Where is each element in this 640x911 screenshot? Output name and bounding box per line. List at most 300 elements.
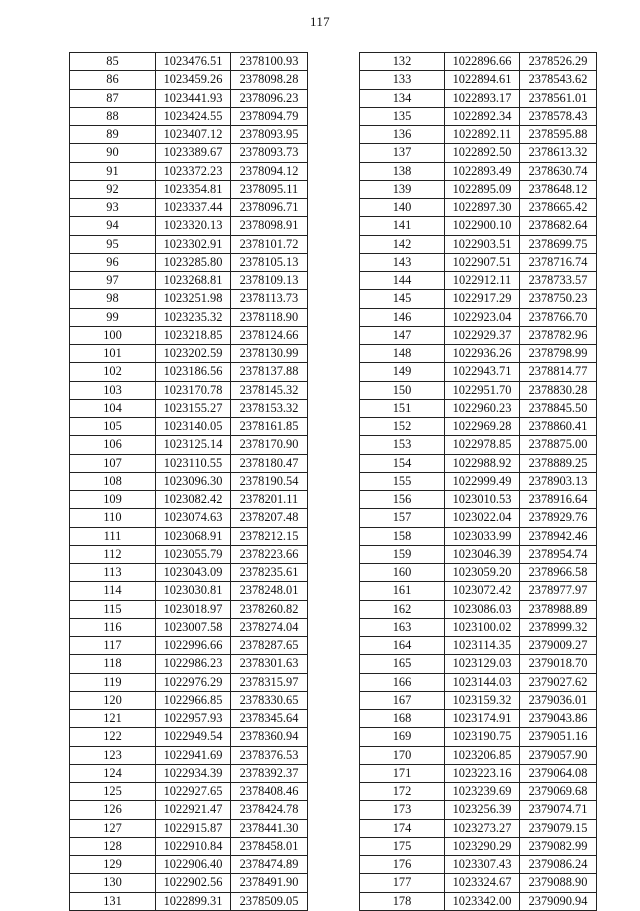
- point-number-cell: 89: [70, 126, 156, 144]
- y-coordinate-cell: 2378954.74: [520, 545, 597, 563]
- table-row: [360, 874, 597, 892]
- table-row: [70, 217, 308, 235]
- x-coordinate-cell: 1022988.92: [445, 454, 520, 472]
- point-number-cell: 144: [360, 272, 445, 290]
- x-coordinate-cell: 1023307.43: [445, 856, 520, 874]
- table-row: [360, 235, 597, 253]
- x-coordinate-cell: 1023320.13: [156, 217, 231, 235]
- x-coordinate-cell: 1023459.26: [156, 71, 231, 89]
- point-number-cell: 94: [70, 217, 156, 235]
- table-row: [360, 582, 597, 600]
- y-coordinate-cell: 2378999.32: [520, 618, 597, 636]
- x-coordinate-cell: 1023030.81: [156, 582, 231, 600]
- point-number-cell: 162: [360, 600, 445, 618]
- point-number-cell: 113: [70, 564, 156, 582]
- table-row: [70, 126, 308, 144]
- point-number-cell: 153: [360, 436, 445, 454]
- y-coordinate-cell: 2379043.86: [520, 710, 597, 728]
- y-coordinate-cell: 2378376.53: [231, 746, 308, 764]
- point-number-cell: 123: [70, 746, 156, 764]
- y-coordinate-cell: 2378733.57: [520, 272, 597, 290]
- point-number-cell: 99: [70, 308, 156, 326]
- table-row: [70, 892, 308, 910]
- x-coordinate-cell: 1022895.09: [445, 180, 520, 198]
- point-number-cell: 128: [70, 837, 156, 855]
- x-coordinate-cell: 1022929.37: [445, 326, 520, 344]
- point-number-cell: 107: [70, 454, 156, 472]
- y-coordinate-cell: 2378109.13: [231, 272, 308, 290]
- table-row: [360, 363, 597, 381]
- y-coordinate-cell: 2378094.79: [231, 107, 308, 125]
- x-coordinate-cell: 1023114.35: [445, 637, 520, 655]
- y-coordinate-cell: 2378101.72: [231, 235, 308, 253]
- x-coordinate-cell: 1023068.91: [156, 527, 231, 545]
- y-coordinate-cell: 2378942.46: [520, 527, 597, 545]
- point-number-cell: 178: [360, 892, 445, 910]
- table-row: [360, 144, 597, 162]
- x-coordinate-cell: 1023110.55: [156, 454, 231, 472]
- x-coordinate-cell: 1023155.27: [156, 399, 231, 417]
- table-row: [70, 746, 308, 764]
- table-row: [360, 89, 597, 107]
- x-coordinate-cell: 1022943.71: [445, 363, 520, 381]
- y-coordinate-cell: 2378509.05: [231, 892, 308, 910]
- point-number-cell: 173: [360, 801, 445, 819]
- y-coordinate-cell: 2378124.66: [231, 326, 308, 344]
- x-coordinate-cell: 1023235.32: [156, 308, 231, 326]
- y-coordinate-cell: 2378093.95: [231, 126, 308, 144]
- y-coordinate-cell: 2378287.65: [231, 637, 308, 655]
- y-coordinate-cell: 2378845.50: [520, 399, 597, 417]
- table-row: [70, 509, 308, 527]
- y-coordinate-cell: 2378441.30: [231, 819, 308, 837]
- table-row: [360, 819, 597, 837]
- point-number-cell: 134: [360, 89, 445, 107]
- table-row: [360, 53, 597, 71]
- y-coordinate-cell: 2378274.04: [231, 618, 308, 636]
- point-number-cell: 170: [360, 746, 445, 764]
- table-row: [360, 710, 597, 728]
- table-row: [360, 637, 597, 655]
- table-row: [70, 326, 308, 344]
- x-coordinate-cell: 1023372.23: [156, 162, 231, 180]
- x-coordinate-cell: 1023007.58: [156, 618, 231, 636]
- x-coordinate-cell: 1022892.11: [445, 126, 520, 144]
- table-row: [70, 673, 308, 691]
- x-coordinate-cell: 1023407.12: [156, 126, 231, 144]
- x-coordinate-cell: 1022912.11: [445, 272, 520, 290]
- table-row: [360, 837, 597, 855]
- table-row: [70, 53, 308, 71]
- x-coordinate-cell: 1023268.81: [156, 272, 231, 290]
- y-coordinate-cell: 2379027.62: [520, 673, 597, 691]
- point-number-cell: 106: [70, 436, 156, 454]
- y-coordinate-cell: 2378561.01: [520, 89, 597, 107]
- table-row: [360, 199, 597, 217]
- x-coordinate-cell: 1022894.61: [445, 71, 520, 89]
- point-number-cell: 141: [360, 217, 445, 235]
- point-number-cell: 148: [360, 345, 445, 363]
- y-coordinate-cell: 2378929.76: [520, 509, 597, 527]
- y-coordinate-cell: 2378613.32: [520, 144, 597, 162]
- y-coordinate-cell: 2378093.73: [231, 144, 308, 162]
- y-coordinate-cell: 2378207.48: [231, 509, 308, 527]
- table-row: [360, 764, 597, 782]
- y-coordinate-cell: 2378098.28: [231, 71, 308, 89]
- point-number-cell: 96: [70, 253, 156, 271]
- table-row: [70, 728, 308, 746]
- x-coordinate-cell: 1022900.10: [445, 217, 520, 235]
- point-number-cell: 143: [360, 253, 445, 271]
- table-row: [360, 107, 597, 125]
- point-number-cell: 168: [360, 710, 445, 728]
- x-coordinate-cell: 1023239.69: [445, 783, 520, 801]
- x-coordinate-cell: 1022949.54: [156, 728, 231, 746]
- point-number-cell: 121: [70, 710, 156, 728]
- table-row: [360, 527, 597, 545]
- point-number-cell: 159: [360, 545, 445, 563]
- x-coordinate-cell: 1022921.47: [156, 801, 231, 819]
- x-coordinate-cell: 1022910.84: [156, 837, 231, 855]
- x-coordinate-cell: 1022934.39: [156, 764, 231, 782]
- point-number-cell: 97: [70, 272, 156, 290]
- x-coordinate-cell: 1023441.93: [156, 89, 231, 107]
- point-number-cell: 102: [70, 363, 156, 381]
- table-row: [360, 856, 597, 874]
- table-row: [70, 545, 308, 563]
- table-row: [360, 783, 597, 801]
- point-number-cell: 161: [360, 582, 445, 600]
- x-coordinate-cell: 1023159.32: [445, 691, 520, 709]
- y-coordinate-cell: 2378750.23: [520, 290, 597, 308]
- point-number-cell: 105: [70, 418, 156, 436]
- y-coordinate-cell: 2378988.89: [520, 600, 597, 618]
- table-row: [360, 253, 597, 271]
- table-row: [360, 436, 597, 454]
- point-number-cell: 174: [360, 819, 445, 837]
- point-number-cell: 116: [70, 618, 156, 636]
- y-coordinate-cell: 2379088.90: [520, 874, 597, 892]
- point-number-cell: 156: [360, 491, 445, 509]
- point-number-cell: 124: [70, 764, 156, 782]
- point-number-cell: 150: [360, 381, 445, 399]
- x-coordinate-cell: 1023190.75: [445, 728, 520, 746]
- point-number-cell: 119: [70, 673, 156, 691]
- x-coordinate-cell: 1023424.55: [156, 107, 231, 125]
- table-row: [70, 527, 308, 545]
- x-coordinate-cell: 1023342.00: [445, 892, 520, 910]
- y-coordinate-cell: 2379069.68: [520, 783, 597, 801]
- y-coordinate-cell: 2378096.71: [231, 199, 308, 217]
- x-coordinate-cell: 1023223.16: [445, 764, 520, 782]
- y-coordinate-cell: 2378860.41: [520, 418, 597, 436]
- x-coordinate-cell: 1023100.02: [445, 618, 520, 636]
- y-coordinate-cell: 2378408.46: [231, 783, 308, 801]
- x-coordinate-cell: 1022917.29: [445, 290, 520, 308]
- y-coordinate-cell: 2378875.00: [520, 436, 597, 454]
- point-number-cell: 140: [360, 199, 445, 217]
- point-number-cell: 110: [70, 509, 156, 527]
- y-coordinate-cell: 2378630.74: [520, 162, 597, 180]
- table-row: [360, 326, 597, 344]
- point-number-cell: 177: [360, 874, 445, 892]
- y-coordinate-cell: 2378526.29: [520, 53, 597, 71]
- table-row: [70, 253, 308, 271]
- table-row: [360, 892, 597, 910]
- point-number-cell: 155: [360, 472, 445, 490]
- y-coordinate-cell: 2378094.12: [231, 162, 308, 180]
- point-number-cell: 90: [70, 144, 156, 162]
- x-coordinate-cell: 1022899.31: [156, 892, 231, 910]
- table-row: [70, 308, 308, 326]
- y-coordinate-cell: 2378543.62: [520, 71, 597, 89]
- point-number-cell: 152: [360, 418, 445, 436]
- table-row: [360, 308, 597, 326]
- y-coordinate-cell: 2378330.65: [231, 691, 308, 709]
- x-coordinate-cell: 1022892.34: [445, 107, 520, 125]
- y-coordinate-cell: 2378766.70: [520, 308, 597, 326]
- x-coordinate-cell: 1022960.23: [445, 399, 520, 417]
- point-number-cell: 138: [360, 162, 445, 180]
- table-row: [70, 235, 308, 253]
- x-coordinate-cell: 1023125.14: [156, 436, 231, 454]
- x-coordinate-cell: 1022923.04: [445, 308, 520, 326]
- table-row: [70, 710, 308, 728]
- table-row: [70, 655, 308, 673]
- y-coordinate-cell: 2378137.88: [231, 363, 308, 381]
- table-row: [70, 764, 308, 782]
- point-number-cell: 112: [70, 545, 156, 563]
- y-coordinate-cell: 2378118.90: [231, 308, 308, 326]
- y-coordinate-cell: 2378260.82: [231, 600, 308, 618]
- x-coordinate-cell: 1022969.28: [445, 418, 520, 436]
- point-number-cell: 125: [70, 783, 156, 801]
- x-coordinate-cell: 1022978.85: [445, 436, 520, 454]
- y-coordinate-cell: 2378716.74: [520, 253, 597, 271]
- y-coordinate-cell: 2378161.85: [231, 418, 308, 436]
- y-coordinate-cell: 2378977.97: [520, 582, 597, 600]
- point-number-cell: 145: [360, 290, 445, 308]
- y-coordinate-cell: 2379086.24: [520, 856, 597, 874]
- point-number-cell: 130: [70, 874, 156, 892]
- table-row: [360, 71, 597, 89]
- x-coordinate-cell: 1022907.51: [445, 253, 520, 271]
- x-coordinate-cell: 1023251.98: [156, 290, 231, 308]
- point-number-cell: 101: [70, 345, 156, 363]
- point-number-cell: 129: [70, 856, 156, 874]
- point-number-cell: 163: [360, 618, 445, 636]
- y-coordinate-cell: 2378392.37: [231, 764, 308, 782]
- point-number-cell: 95: [70, 235, 156, 253]
- table-row: [360, 545, 597, 563]
- table-row: [70, 436, 308, 454]
- x-coordinate-cell: 1023206.85: [445, 746, 520, 764]
- y-coordinate-cell: 2378699.75: [520, 235, 597, 253]
- y-coordinate-cell: 2378474.89: [231, 856, 308, 874]
- x-coordinate-cell: 1022897.30: [445, 199, 520, 217]
- x-coordinate-cell: 1023022.04: [445, 509, 520, 527]
- point-number-cell: 147: [360, 326, 445, 344]
- point-number-cell: 157: [360, 509, 445, 527]
- table-row: [70, 637, 308, 655]
- table-row: [70, 618, 308, 636]
- table-row: [70, 600, 308, 618]
- point-number-cell: 132: [360, 53, 445, 71]
- table-row: [70, 107, 308, 125]
- x-coordinate-cell: 1022893.17: [445, 89, 520, 107]
- table-row: [70, 89, 308, 107]
- point-number-cell: 108: [70, 472, 156, 490]
- point-number-cell: 172: [360, 783, 445, 801]
- point-number-cell: 133: [360, 71, 445, 89]
- table-row: [70, 363, 308, 381]
- point-number-cell: 160: [360, 564, 445, 582]
- table-row: [70, 272, 308, 290]
- point-number-cell: 146: [360, 308, 445, 326]
- y-coordinate-cell: 2379079.15: [520, 819, 597, 837]
- x-coordinate-cell: 1022936.26: [445, 345, 520, 363]
- x-coordinate-cell: 1023082.42: [156, 491, 231, 509]
- point-number-cell: 131: [70, 892, 156, 910]
- table-row: [360, 162, 597, 180]
- x-coordinate-cell: 1023354.81: [156, 180, 231, 198]
- point-number-cell: 104: [70, 399, 156, 417]
- x-coordinate-cell: 1023043.09: [156, 564, 231, 582]
- x-coordinate-cell: 1022906.40: [156, 856, 231, 874]
- point-number-cell: 167: [360, 691, 445, 709]
- table-row: [70, 71, 308, 89]
- point-number-cell: 176: [360, 856, 445, 874]
- point-number-cell: 126: [70, 801, 156, 819]
- point-number-cell: 120: [70, 691, 156, 709]
- y-coordinate-cell: 2378301.63: [231, 655, 308, 673]
- point-number-cell: 109: [70, 491, 156, 509]
- y-coordinate-cell: 2378782.96: [520, 326, 597, 344]
- table-row: [70, 582, 308, 600]
- x-coordinate-cell: 1023033.99: [445, 527, 520, 545]
- x-coordinate-cell: 1023302.91: [156, 235, 231, 253]
- x-coordinate-cell: 1022915.87: [156, 819, 231, 837]
- y-coordinate-cell: 2379082.99: [520, 837, 597, 855]
- y-coordinate-cell: 2379009.27: [520, 637, 597, 655]
- table-row: [360, 655, 597, 673]
- y-coordinate-cell: 2378095.11: [231, 180, 308, 198]
- y-coordinate-cell: 2378098.91: [231, 217, 308, 235]
- x-coordinate-cell: 1023086.03: [445, 600, 520, 618]
- table-row: [360, 509, 597, 527]
- x-coordinate-cell: 1023290.29: [445, 837, 520, 855]
- x-coordinate-cell: 1023096.30: [156, 472, 231, 490]
- y-coordinate-cell: 2378360.94: [231, 728, 308, 746]
- y-coordinate-cell: 2378248.01: [231, 582, 308, 600]
- table-row: [360, 454, 597, 472]
- x-coordinate-cell: 1022896.66: [445, 53, 520, 71]
- table-row: [360, 472, 597, 490]
- y-coordinate-cell: 2378916.64: [520, 491, 597, 509]
- point-number-cell: 92: [70, 180, 156, 198]
- table-row: [70, 381, 308, 399]
- table-row: [360, 618, 597, 636]
- point-number-cell: 86: [70, 71, 156, 89]
- point-number-cell: 127: [70, 819, 156, 837]
- table-row: [360, 673, 597, 691]
- point-number-cell: 158: [360, 527, 445, 545]
- table-row: [70, 783, 308, 801]
- x-coordinate-cell: 1023140.05: [156, 418, 231, 436]
- point-number-cell: 117: [70, 637, 156, 655]
- point-number-cell: 122: [70, 728, 156, 746]
- y-coordinate-cell: 2378212.15: [231, 527, 308, 545]
- point-number-cell: 137: [360, 144, 445, 162]
- table-row: [360, 217, 597, 235]
- y-coordinate-cell: 2378798.99: [520, 345, 597, 363]
- y-coordinate-cell: 2379018.70: [520, 655, 597, 673]
- point-number-cell: 166: [360, 673, 445, 691]
- table-row: [70, 345, 308, 363]
- y-coordinate-cell: 2379057.90: [520, 746, 597, 764]
- x-coordinate-cell: 1023174.91: [445, 710, 520, 728]
- point-number-cell: 114: [70, 582, 156, 600]
- x-coordinate-cell: 1023074.63: [156, 509, 231, 527]
- table-row: [70, 180, 308, 198]
- point-number-cell: 100: [70, 326, 156, 344]
- table-row: [70, 162, 308, 180]
- point-number-cell: 103: [70, 381, 156, 399]
- y-coordinate-cell: 2378578.43: [520, 107, 597, 125]
- table-row: [70, 290, 308, 308]
- x-coordinate-cell: 1023186.56: [156, 363, 231, 381]
- x-coordinate-cell: 1023170.78: [156, 381, 231, 399]
- y-coordinate-cell: 2378682.64: [520, 217, 597, 235]
- x-coordinate-cell: 1023144.03: [445, 673, 520, 691]
- y-coordinate-cell: 2378595.88: [520, 126, 597, 144]
- table-row: [360, 180, 597, 198]
- point-number-cell: 88: [70, 107, 156, 125]
- table-row: [70, 472, 308, 490]
- x-coordinate-cell: 1022903.51: [445, 235, 520, 253]
- y-coordinate-cell: 2378491.90: [231, 874, 308, 892]
- point-number-cell: 164: [360, 637, 445, 655]
- x-coordinate-cell: 1023256.39: [445, 801, 520, 819]
- y-coordinate-cell: 2378903.13: [520, 472, 597, 490]
- table-row: [360, 691, 597, 709]
- x-coordinate-cell: 1023010.53: [445, 491, 520, 509]
- y-coordinate-cell: 2378130.99: [231, 345, 308, 363]
- page-number: 117: [310, 14, 330, 29]
- y-coordinate-cell: 2378145.32: [231, 381, 308, 399]
- point-number-cell: 154: [360, 454, 445, 472]
- x-coordinate-cell: 1023018.97: [156, 600, 231, 618]
- point-number-cell: 175: [360, 837, 445, 855]
- x-coordinate-cell: 1023218.85: [156, 326, 231, 344]
- table-row: [70, 418, 308, 436]
- point-number-cell: 118: [70, 655, 156, 673]
- y-coordinate-cell: 2379064.08: [520, 764, 597, 782]
- x-coordinate-cell: 1022999.49: [445, 472, 520, 490]
- y-coordinate-cell: 2378665.42: [520, 199, 597, 217]
- x-coordinate-cell: 1022986.23: [156, 655, 231, 673]
- x-coordinate-cell: 1022996.66: [156, 637, 231, 655]
- x-coordinate-cell: 1023072.42: [445, 582, 520, 600]
- x-coordinate-cell: 1023324.67: [445, 874, 520, 892]
- y-coordinate-cell: 2378170.90: [231, 436, 308, 454]
- x-coordinate-cell: 1023273.27: [445, 819, 520, 837]
- point-number-cell: 115: [70, 600, 156, 618]
- y-coordinate-cell: 2378180.47: [231, 454, 308, 472]
- y-coordinate-cell: 2378889.25: [520, 454, 597, 472]
- x-coordinate-cell: 1022941.69: [156, 746, 231, 764]
- point-number-cell: 98: [70, 290, 156, 308]
